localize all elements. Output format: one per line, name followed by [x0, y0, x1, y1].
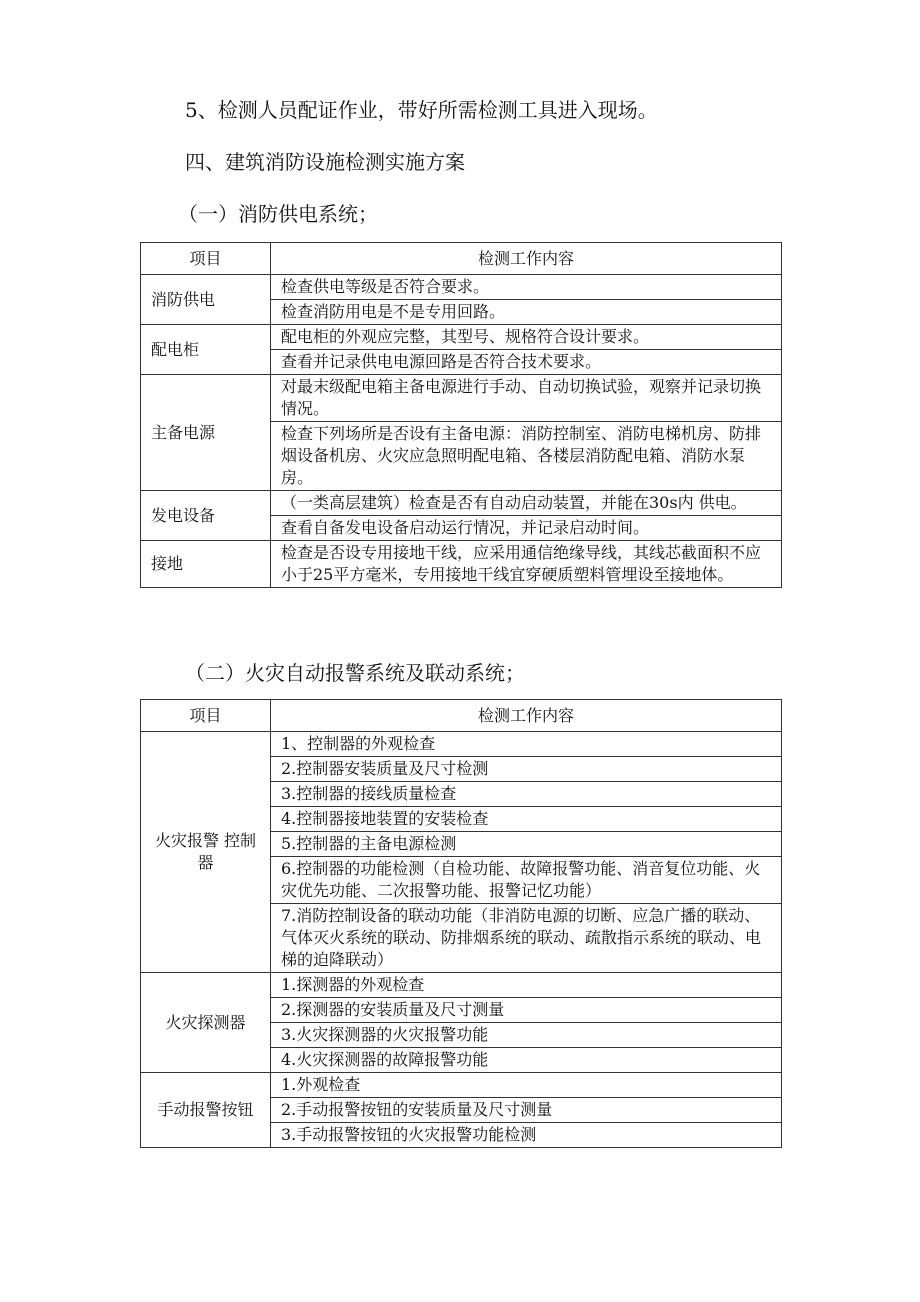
content-cell: 配电柜的外观应完整，其型号、规格符合设计要求。: [271, 325, 782, 350]
table-row: [141, 375, 782, 422]
table-row: [141, 1073, 782, 1098]
content-cell: 查看并记录供电电源回路是否符合技术要求。: [271, 350, 782, 375]
fire-alarm-table: [140, 699, 782, 1148]
content-cell: 7.消防控制设备的联动功能（非消防电源的切断、应急广播的联动、气体灭火系统的联动、防排烟系统的联动、疏散指示系统的联动、电梯的迫降联动）: [271, 904, 782, 973]
content-cell: 6.控制器的功能检测（自检功能、故障报警功能、消音复位功能、火灾优先功能、二次报警功能、报警记忆功能）: [271, 857, 782, 904]
content-cell: 4.火灾探测器的故障报警功能: [271, 1048, 782, 1073]
content-cell: 查看自备发电设备启动运行情况，并记录启动时间。: [271, 516, 782, 541]
table-header-row: [141, 700, 782, 732]
content-cell: 2.探测器的安装质量及尺寸测量: [271, 998, 782, 1023]
content-cell: （一类高层建筑）检查是否有自动启动装置，并能在30s内 供电。: [271, 491, 782, 516]
content-cell: 1.外观检查: [271, 1073, 782, 1098]
content-cell: 5.控制器的主备电源检测: [271, 832, 782, 857]
table1-caption: （一）消防供电系统；: [178, 202, 378, 226]
content-cell: 4.控制器接地装置的安装检查: [271, 807, 782, 832]
header-item: 项目: [141, 243, 271, 275]
item-cell: 火灾报警 控制器: [141, 732, 271, 973]
table-row: [141, 275, 782, 300]
header-item: 项目: [141, 700, 271, 732]
content-cell: 2.手动报警按钮的安装质量及尺寸测量: [271, 1098, 782, 1123]
item-cell: 手动报警按钮: [141, 1073, 271, 1148]
item-cell: 消防供电: [141, 275, 271, 325]
item-cell: 配电柜: [141, 325, 271, 375]
table-row: [141, 732, 782, 757]
point-5: 5、检测人员配证作业，带好所需检测工具进入现场。: [185, 98, 658, 122]
content-cell: 2.控制器安装质量及尺寸检测: [271, 757, 782, 782]
item-cell: 接地: [141, 541, 271, 588]
content-cell: 检查下列场所是否设有主备电源：消防控制室、消防电梯机房、防排烟设备机房、火灾应急照明配电箱、各楼层消防配电箱、消防水泵房。: [271, 422, 782, 491]
table-header-row: [141, 243, 782, 275]
item-cell: 主备电源: [141, 375, 271, 491]
content-cell: 检查供电等级是否符合要求。: [271, 275, 782, 300]
header-content: 检测工作内容: [271, 243, 782, 275]
content-cell: 对最末级配电箱主备电源进行手动、自动切换试验，观察并记录切换情况。: [271, 375, 782, 422]
table-row: [141, 491, 782, 516]
content-cell: 检查是否设专用接地干线，应采用通信绝缘导线，其线芯截面积不应小于25平方毫米，专用接地干线宜穿硬质塑料管埋设至接地体。: [271, 541, 782, 588]
content-cell: 3.手动报警按钮的火灾报警功能检测: [271, 1123, 782, 1148]
table-row: [141, 973, 782, 998]
section-4-heading: 四、建筑消防设施检测实施方案: [185, 150, 465, 174]
content-cell: 3.控制器的接线质量检查: [271, 782, 782, 807]
content-cell: 3.火灾探测器的火灾报警功能: [271, 1023, 782, 1048]
item-cell: 火灾探测器: [141, 973, 271, 1073]
table-row: [141, 541, 782, 588]
header-content: 检测工作内容: [271, 700, 782, 732]
table2-caption: （二）火灾自动报警系统及联动系统；: [185, 661, 525, 685]
content-cell: 1、控制器的外观检查: [271, 732, 782, 757]
content-cell: 检查消防用电是不是专用回路。: [271, 300, 782, 325]
content-cell: 1.探测器的外观检查: [271, 973, 782, 998]
table-row: [141, 325, 782, 350]
power-supply-table: [140, 242, 782, 588]
item-cell: 发电设备: [141, 491, 271, 541]
